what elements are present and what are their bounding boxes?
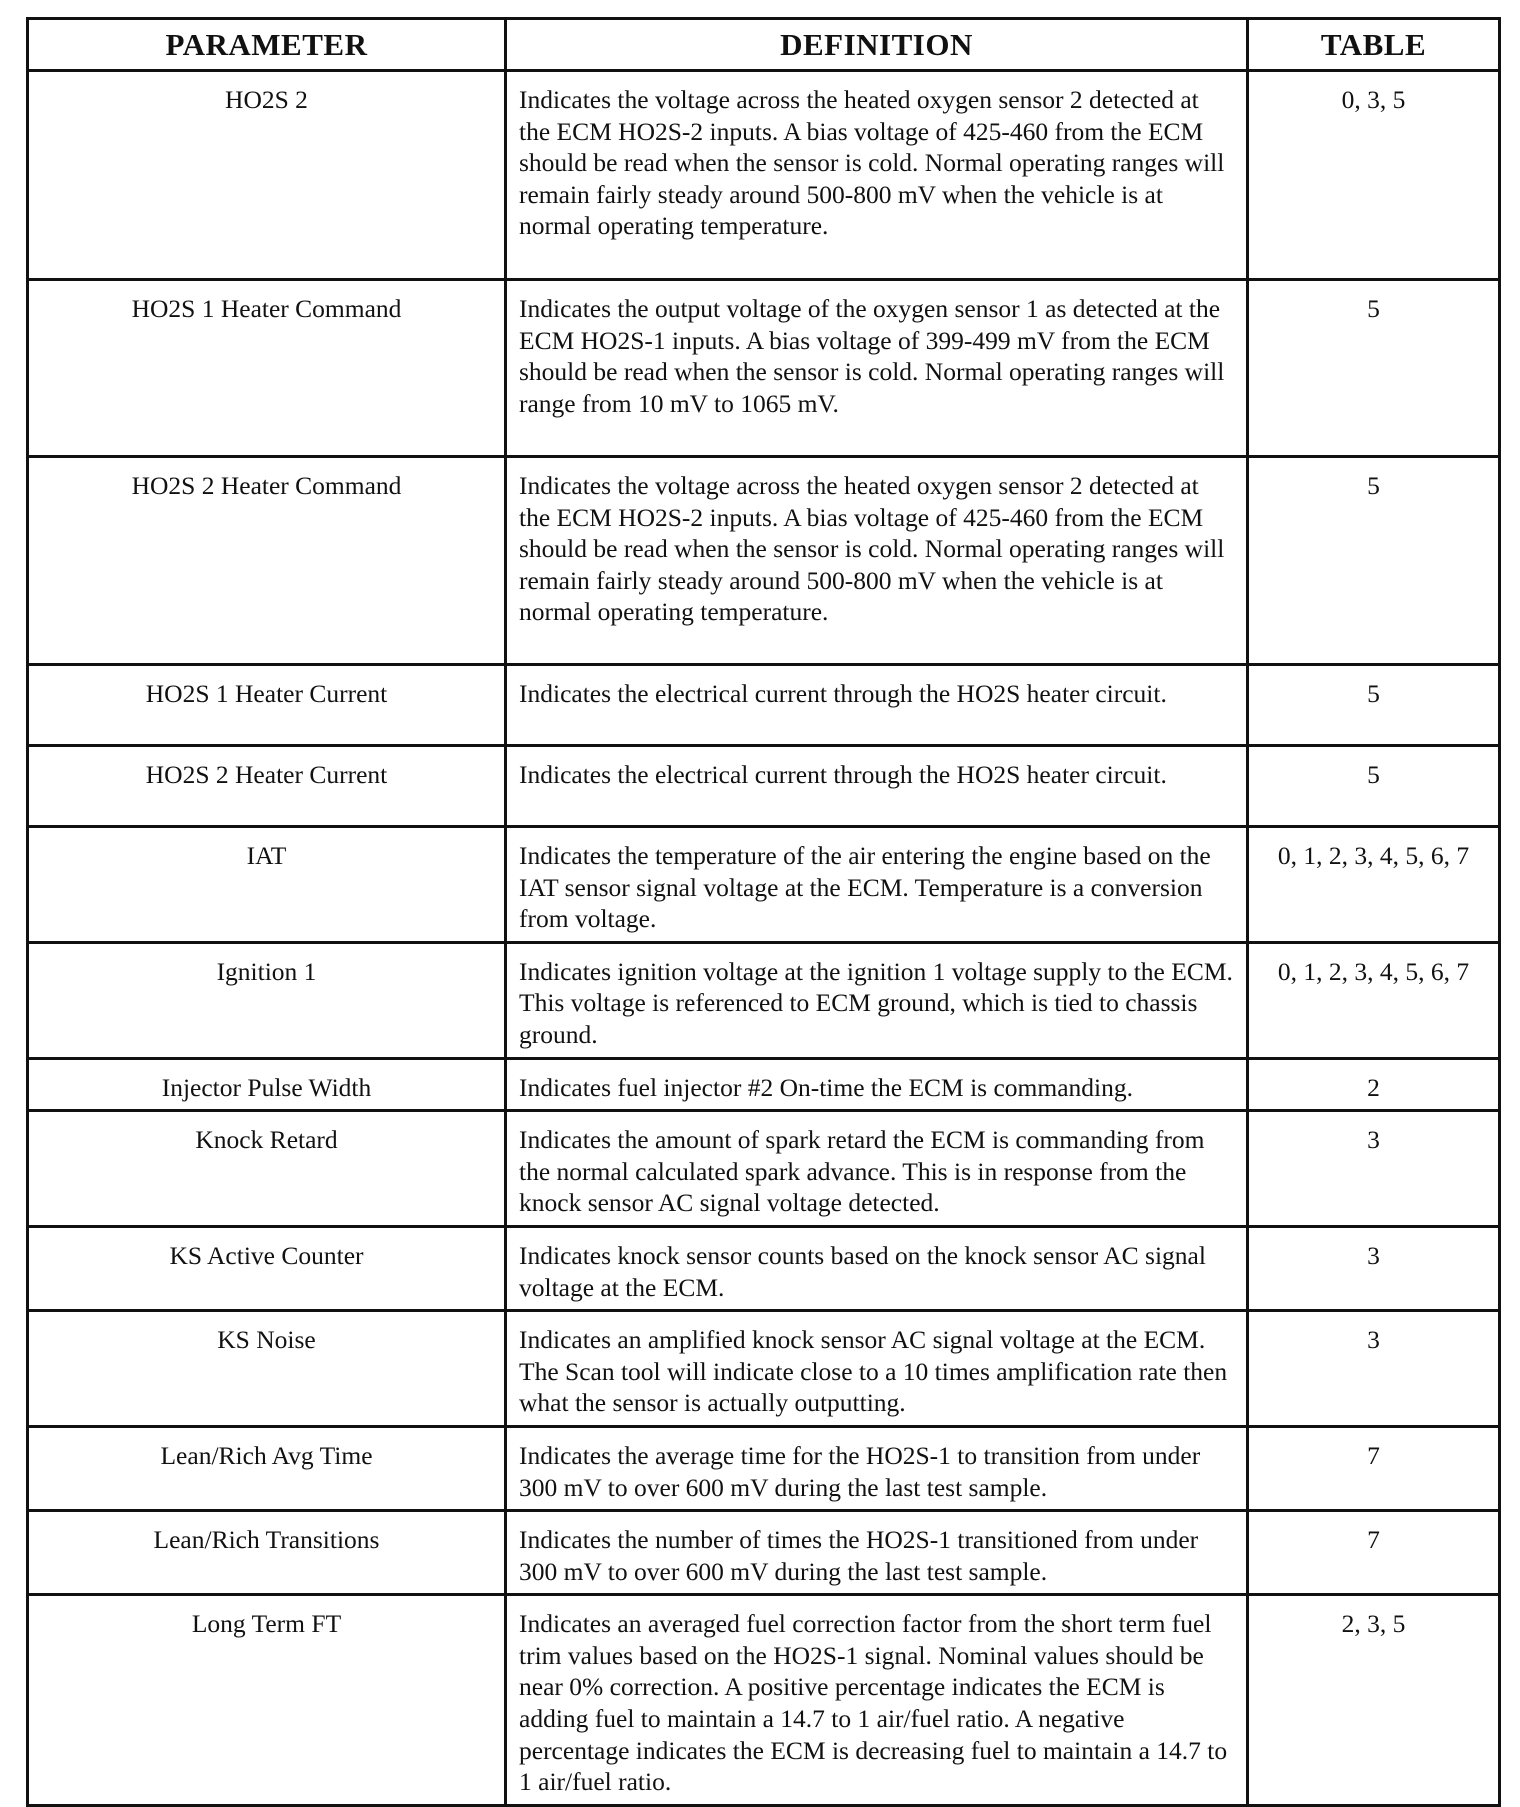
- definition-cell: Indicates the output voltage of the oxygen sensor 1 as detected at the ECM HO2S-1 inputs. A bias voltage of 399-499 mV from the ECM should be read when the sensor is cold. Normal operating ranges will range from 10 mV to 1065 mV.: [506, 280, 1248, 457]
- definition-cell: Indicates fuel injector #2 On-time the ECM is commanding.: [506, 1058, 1248, 1111]
- definition-cell: Indicates ignition voltage at the ignition 1 voltage supply to the ECM. This voltage is referenced to ECM ground, which is tied to chassis ground.: [506, 942, 1248, 1058]
- table-row: [28, 1426, 1500, 1510]
- table-row: [28, 746, 1500, 827]
- table-row: [28, 665, 1500, 746]
- parameter-cell: HO2S 2 Heater Current: [28, 746, 506, 827]
- table-cell: 5: [1248, 280, 1500, 457]
- table-cell: 3: [1248, 1111, 1500, 1227]
- definition-cell: Indicates the temperature of the air entering the engine based on the IAT sensor signal voltage at the ECM. Temperature is a conversion from voltage.: [506, 827, 1248, 943]
- parameter-cell: Long Term FT: [28, 1595, 506, 1806]
- table-cell: 7: [1248, 1511, 1500, 1595]
- table-row: [28, 827, 1500, 943]
- definition-cell: Indicates the electrical current through the HO2S heater circuit.: [506, 746, 1248, 827]
- parameter-cell: Ignition 1: [28, 942, 506, 1058]
- parameter-table: [26, 17, 1501, 1807]
- parameter-cell: HO2S 1 Heater Command: [28, 280, 506, 457]
- parameter-cell: KS Active Counter: [28, 1226, 506, 1310]
- table-cell: 5: [1248, 746, 1500, 827]
- table-cell: 3: [1248, 1311, 1500, 1427]
- table-cell: 0, 1, 2, 3, 4, 5, 6, 7: [1248, 827, 1500, 943]
- definition-cell: Indicates the amount of spark retard the ECM is commanding from the normal calculated spark advance. This is in response from the knock sensor AC signal voltage detected.: [506, 1111, 1248, 1227]
- parameter-cell: HO2S 1 Heater Current: [28, 665, 506, 746]
- parameter-cell: HO2S 2: [28, 71, 506, 280]
- header-table: TABLE: [1248, 19, 1500, 71]
- table-row: [28, 1595, 1500, 1806]
- table-row: [28, 1226, 1500, 1310]
- table-cell: 0, 1, 2, 3, 4, 5, 6, 7: [1248, 942, 1500, 1058]
- definition-cell: Indicates the electrical current through the HO2S heater circuit.: [506, 665, 1248, 746]
- table-cell: 5: [1248, 457, 1500, 665]
- definition-cell: Indicates the voltage across the heated oxygen sensor 2 detected at the ECM HO2S-2 inputs. A bias voltage of 425-460 from the ECM should be read when the sensor is cold. Normal operating ranges will remain fairly steady around 500-800 mV when the vehicle is at normal operating temperature.: [506, 71, 1248, 280]
- definition-cell: Indicates an averaged fuel correction factor from the short term fuel trim values based on the HO2S-1 signal. Nominal values should be near 0% correction. A positive percentage indicates the ECM is adding fuel to maintain a 14.7 to 1 air/fuel ratio. A negative percentage indicates the ECM is decreasing fuel to maintain a 14.7 to 1 air/fuel ratio.: [506, 1595, 1248, 1806]
- table-row: [28, 1311, 1500, 1427]
- table-row: [28, 942, 1500, 1058]
- definition-cell: Indicates the voltage across the heated oxygen sensor 2 detected at the ECM HO2S-2 inputs. A bias voltage of 425-460 from the ECM should be read when the sensor is cold. Normal operating ranges will remain fairly steady around 500-800 mV when the vehicle is at normal operating temperature.: [506, 457, 1248, 665]
- definition-cell: Indicates knock sensor counts based on the knock sensor AC signal voltage at the ECM.: [506, 1226, 1248, 1310]
- header-row: [28, 19, 1500, 71]
- table-row: [28, 71, 1500, 280]
- header-parameter: PARAMETER: [28, 19, 506, 71]
- table-cell: 5: [1248, 665, 1500, 746]
- table-cell: 2: [1248, 1058, 1500, 1111]
- table-row: [28, 457, 1500, 665]
- definition-cell: Indicates an amplified knock sensor AC signal voltage at the ECM. The Scan tool will indicate close to a 10 times amplification rate then what the sensor is actually outputting.: [506, 1311, 1248, 1427]
- parameter-cell: IAT: [28, 827, 506, 943]
- header-definition: DEFINITION: [506, 19, 1248, 71]
- parameter-cell: Knock Retard: [28, 1111, 506, 1227]
- parameter-cell: KS Noise: [28, 1311, 506, 1427]
- table-row: [28, 1111, 1500, 1227]
- table-cell: 0, 3, 5: [1248, 71, 1500, 280]
- definition-cell: Indicates the average time for the HO2S-1 to transition from under 300 mV to over 600 mV during the last test sample.: [506, 1426, 1248, 1510]
- definition-cell: Indicates the number of times the HO2S-1 transitioned from under 300 mV to over 600 mV during the last test sample.: [506, 1511, 1248, 1595]
- parameter-cell: Injector Pulse Width: [28, 1058, 506, 1111]
- parameter-cell: Lean/Rich Avg Time: [28, 1426, 506, 1510]
- table-row: [28, 1511, 1500, 1595]
- table-cell: 2, 3, 5: [1248, 1595, 1500, 1806]
- table-cell: 7: [1248, 1426, 1500, 1510]
- table-row: [28, 1058, 1500, 1111]
- parameter-cell: HO2S 2 Heater Command: [28, 457, 506, 665]
- table-cell: 3: [1248, 1226, 1500, 1310]
- table-row: [28, 280, 1500, 457]
- parameter-cell: Lean/Rich Transitions: [28, 1511, 506, 1595]
